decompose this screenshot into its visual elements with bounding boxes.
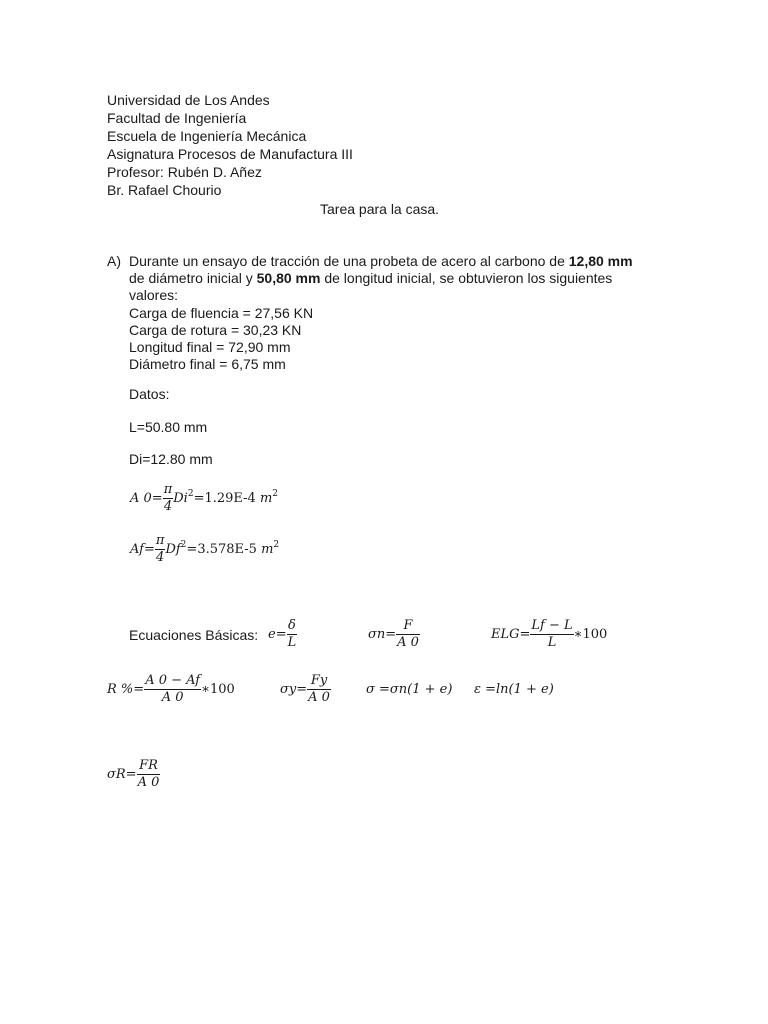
problem-line-2 — [129, 270, 612, 287]
fraction: $\frac{Fy}{A 0}$ — [308, 673, 330, 705]
header-school: Escuela de Ingeniería Mecánica — [107, 128, 307, 144]
final-length: Longitud final = 72,90 mm — [129, 339, 291, 355]
header-student: Br. Rafael Chourio — [107, 182, 222, 198]
data-diameter: Di=12.80 mm — [129, 451, 213, 467]
fraction: $\frac{Lf - L}{L}$ — [531, 618, 573, 650]
formula-true-strain: ε =ln(1 + e) — [474, 682, 554, 697]
problem-line-1 — [129, 253, 633, 270]
formula-elongation: ELG= $\frac{Lf - L}{L}$ ∗100 — [491, 618, 608, 650]
formula-yield-stress: σy= $\frac{Fy}{A 0}$ — [280, 673, 330, 705]
fraction: $\frac{\pi}{4}$ — [163, 482, 173, 514]
header-professor: Profesor: Rubén D. Añez — [107, 164, 262, 180]
problem-line-3: valores: — [129, 287, 179, 303]
data-length: L=50.80 mm — [129, 419, 208, 435]
equations-label: Ecuaciones Básicas: — [129, 627, 259, 643]
fraction: $\frac{\delta}{L}$ — [287, 618, 297, 650]
header-subject: Asignatura Procesos de Manufactura III — [107, 146, 353, 162]
rupture-load: Carga de rotura = 30,23 KN — [129, 322, 302, 338]
formula-af: Af= $\frac{\pi}{4}$ $Df^2=3.578E-5$ $m^2$ — [130, 533, 280, 565]
final-diameter: Diámetro final = 6,75 mm — [129, 356, 286, 372]
data-title: Datos: — [129, 386, 170, 402]
header-faculty: Facultad de Ingeniería — [107, 110, 247, 126]
problem-text-3: de longitud inicial, se obtuvieron los siguientes — [320, 270, 613, 286]
formula-rupture-stress: σR= $\frac{FR}{A 0}$ — [107, 758, 160, 790]
formula-true-stress: σ =σn(1 + e) — [366, 682, 453, 697]
problem-text-1: Durante un ensayo de tracción de una probeta de acero al carbono de — [129, 253, 569, 269]
page-title: Tarea para la casa. — [320, 201, 440, 217]
fraction: $\frac{\pi}{4}$ — [155, 533, 165, 565]
initial-length-value: 50,80 mm — [256, 270, 321, 286]
fraction: $\frac{FR}{A 0}$ — [137, 758, 160, 790]
formula-nominal-stress: σn= $\frac{F}{A 0}$ — [368, 618, 419, 650]
initial-diameter-value: 12,80 mm — [568, 253, 633, 269]
formula-a0: A 0= $\frac{\pi}{4}$ $Di^2=1.29E-4$ $m^2$ — [130, 482, 279, 514]
problem-text-2: de diámetro inicial y — [129, 270, 257, 286]
yield-load: Carga de fluencia = 27,56 KN — [129, 305, 314, 321]
fraction: $\frac{A 0 - Af}{A 0}$ — [145, 673, 201, 705]
problem-marker: A) — [107, 253, 121, 269]
header-university: Universidad de Los Andes — [107, 92, 270, 108]
formula-area-reduction: R %= $\frac{A 0 - Af}{A 0}$ ∗100 — [107, 673, 235, 705]
formula-strain: e= $\frac{\delta}{L}$ — [268, 618, 297, 650]
fraction: $\frac{F}{A 0}$ — [397, 618, 419, 650]
